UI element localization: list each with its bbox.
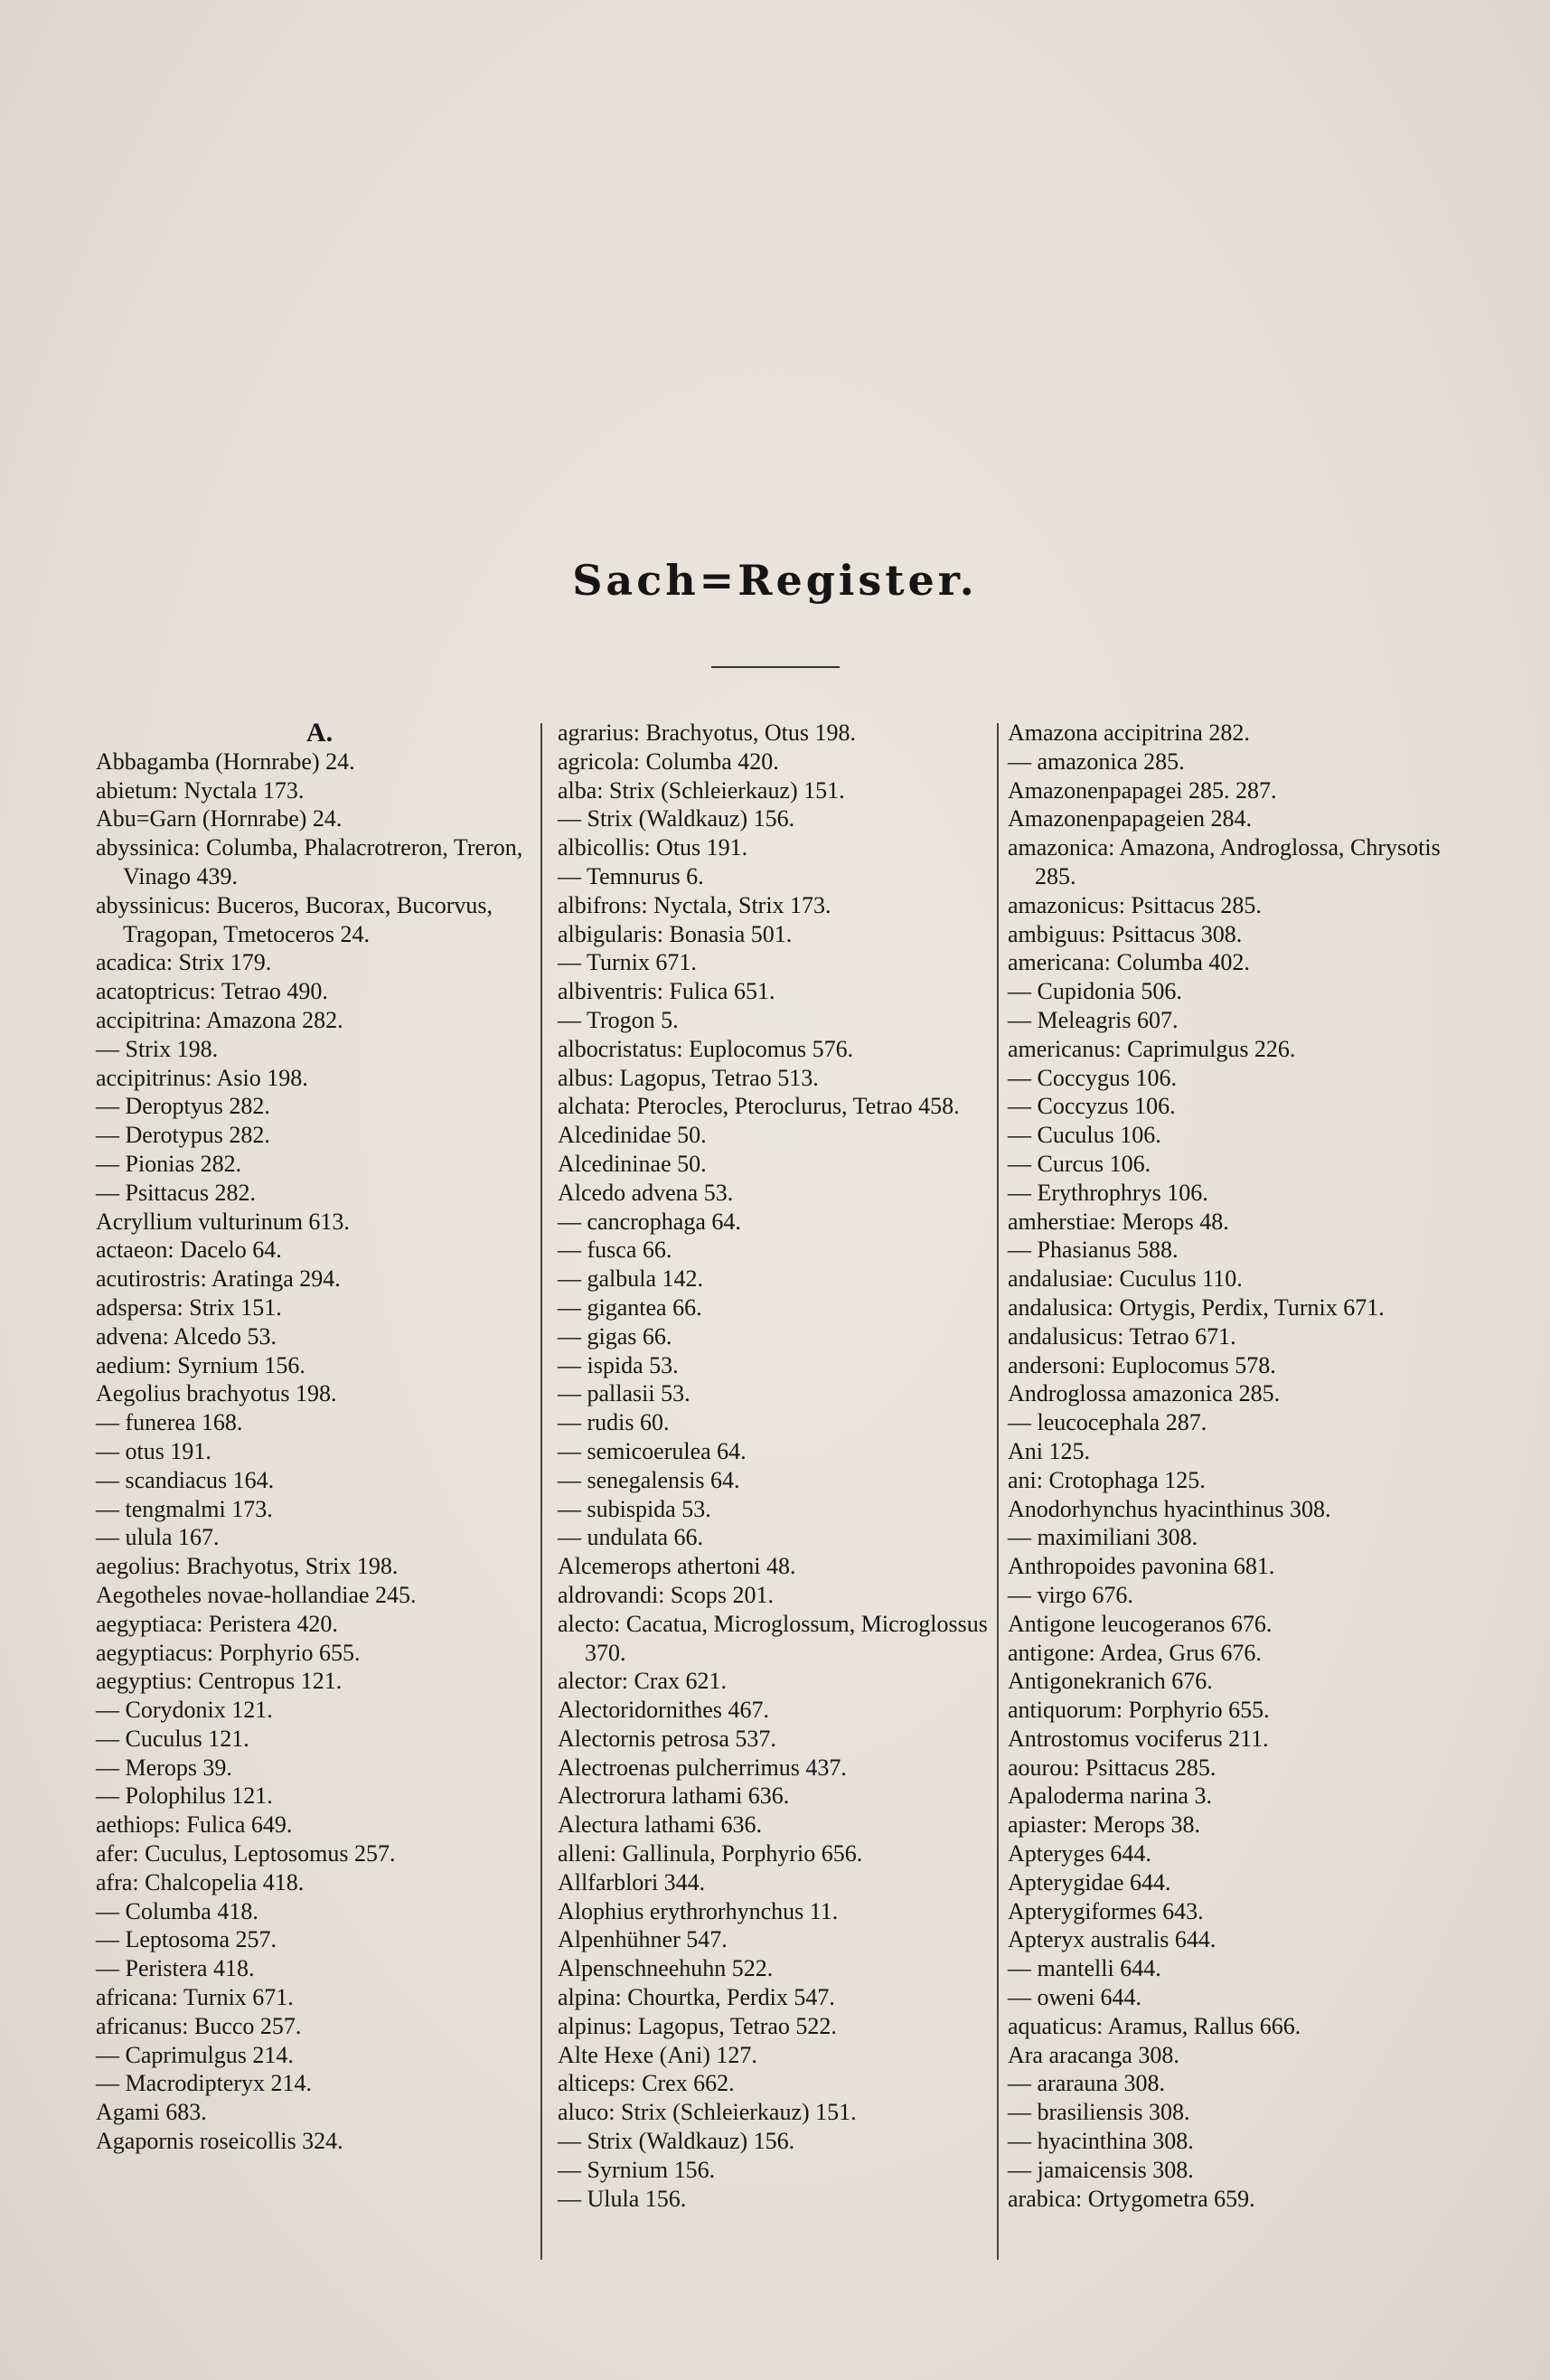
index-entry: Alcedo advena 53. — [558, 1179, 734, 1206]
index-entry: — Coccyzus 106. — [1008, 1093, 1176, 1120]
index-entry: — Merops 39. — [96, 1754, 232, 1781]
index-entry: ani: Crotophaga 125. — [1008, 1466, 1206, 1493]
index-entry: — scandiacus 164. — [96, 1466, 275, 1493]
index-entry: alector: Crax 621. — [558, 1668, 727, 1695]
index-entry: — Polophilus 121. — [96, 1783, 273, 1810]
index-entry: Agami 683. — [96, 2099, 207, 2126]
index-entry: Anodorhynchus hyacinthinus 308. — [1008, 1495, 1331, 1522]
index-entry: aegolius: Brachyotus, Strix 198. — [96, 1553, 399, 1580]
index-entry: americana: Columba 402. — [1008, 949, 1250, 976]
index-entry: aegyptiacus: Porphyrio 655. — [96, 1639, 361, 1666]
index-entry: Antrostomus vociferus 211. — [1008, 1725, 1269, 1752]
index-entry: — gigas 66. — [558, 1322, 672, 1350]
index-entry: Aegolius brachyotus 198. — [96, 1380, 337, 1407]
index-entry: acadica: Strix 179. — [96, 949, 272, 976]
index-entry: advena: Alcedo 53. — [96, 1322, 277, 1350]
index-entry: abyssinicus: Buceros, Bucorax, Bucorvus, Tragopan, Tmetoceros 24. — [96, 891, 493, 947]
index-entry: alpina: Chourtka, Perdix 547. — [558, 1984, 835, 2011]
index-entry: — Strix (Waldkauz) 156. — [558, 2128, 795, 2155]
index-entry: Ara aracanga 308. — [1008, 2041, 1179, 2068]
column-divider — [997, 723, 999, 2260]
index-entry: — Cuculus 121. — [96, 1725, 249, 1752]
index-entry: Amazonenpapageien 284. — [1008, 805, 1253, 833]
index-entry: abietum: Nyctala 173. — [96, 776, 305, 804]
index-entry: amazonica: Amazona, Androglossa, Chrysotis 285. — [1008, 834, 1441, 889]
index-entry: Acryllium vulturinum 613. — [96, 1208, 350, 1235]
index-entry: Alcedininae 50. — [558, 1150, 707, 1177]
index-entry: — Coccygus 106. — [1008, 1064, 1178, 1091]
index-entry: — subispida 53. — [558, 1495, 711, 1522]
index-entry: amherstiae: Merops 48. — [1008, 1208, 1229, 1235]
index-entry: Allfarblori 344. — [558, 1868, 706, 1896]
index-entry: — hyacinthina 308. — [1008, 2128, 1194, 2155]
index-entry: — semicoerulea 64. — [558, 1437, 747, 1464]
index-entry: — ispida 53. — [558, 1351, 679, 1378]
index-entry: — ararauna 308. — [1008, 2070, 1165, 2097]
index-entry: adspersa: Strix 151. — [96, 1293, 282, 1321]
index-entry: aedium: Syrnium 156. — [96, 1351, 305, 1378]
index-entry: — brasiliensis 308. — [1008, 2099, 1190, 2126]
index-entry: — Turnix 671. — [558, 949, 697, 976]
index-entry: africanus: Bucco 257. — [96, 2012, 302, 2039]
index-entry: — Strix 198. — [96, 1035, 219, 1062]
index-entry: Alophius erythrorhynchus 11. — [558, 1897, 839, 1924]
index-entry: — Corydonix 121. — [96, 1697, 273, 1724]
index-entry: — gigantea 66. — [558, 1293, 702, 1321]
index-entry: alleni: Gallinula, Porphyrio 656. — [558, 1840, 863, 1867]
index-entry: — Columba 418. — [96, 1897, 258, 1924]
index-entry: aquaticus: Aramus, Rallus 666. — [1008, 2012, 1301, 2039]
index-entry: Abbagamba (Hornrabe) 24. — [96, 748, 355, 775]
index-entry: acutirostris: Aratinga 294. — [96, 1265, 341, 1293]
index-entry: aourou: Psittacus 285. — [1008, 1754, 1217, 1781]
index-entry: albocristatus: Euplocomus 576. — [558, 1035, 854, 1062]
index-entry: Alectrorura lathami 636. — [558, 1783, 790, 1810]
index-entry: Apteryx australis 644. — [1008, 1926, 1217, 1953]
index-entry: Alectura lathami 636. — [558, 1811, 762, 1839]
index-entry: Alcemerops athertoni 48. — [558, 1553, 796, 1580]
index-entry: — mantelli 644. — [1008, 1955, 1161, 1982]
index-entry: Alpenschneehuhn 522. — [558, 1955, 774, 1982]
index-entry: ambiguus: Psittacus 308. — [1008, 920, 1243, 947]
index-entry: — Ulula 156. — [558, 2185, 687, 2212]
index-entry: albicollis: Otus 191. — [558, 834, 748, 861]
index-entry: — cancrophaga 64. — [558, 1208, 741, 1235]
index-entry: Amazona accipitrina 282. — [1008, 720, 1250, 746]
index-entry: acatoptricus: Tetrao 490. — [96, 978, 328, 1005]
index-entry: — tengmalmi 173. — [96, 1495, 273, 1522]
section-letter: A. — [305, 718, 333, 748]
index-entry: apiaster: Merops 38. — [1008, 1811, 1201, 1839]
index-entry: Antigone leucogeranos 676. — [1008, 1610, 1273, 1637]
index-entry: abyssinica: Columba, Phalacrotreron, Treron, Vinago 439. — [96, 834, 523, 889]
index-entry: — amazonica 285. — [1008, 748, 1185, 775]
index-entry: — Cupidonia 506. — [1008, 978, 1182, 1005]
index-entry: — Deroptyus 282. — [96, 1093, 270, 1120]
index-entry: alchata: Pterocles, Pteroclurus, Tetrao 458. — [558, 1093, 960, 1120]
index-entry: amazonicus: Psittacus 285. — [1008, 891, 1262, 918]
index-entry: arabica: Ortygometra 659. — [1008, 2185, 1255, 2212]
index-entry: — Pionias 282. — [96, 1150, 242, 1177]
index-entry: albigularis: Bonasia 501. — [558, 920, 793, 947]
index-entry: — Psittacus 282. — [96, 1179, 256, 1206]
index-entry: antiquorum: Porphyrio 655. — [1008, 1697, 1270, 1724]
index-entry: Amazonenpapagei 285. 287. — [1008, 776, 1277, 804]
index-entry: — oweni 644. — [1008, 1984, 1142, 2011]
index-entry: Alectroenas pulcherrimus 437. — [558, 1754, 847, 1781]
index-entry: accipitrina: Amazona 282. — [96, 1006, 343, 1033]
index-entry: — Macrodipteryx 214. — [96, 2070, 313, 2097]
index-entry: Androglossa amazonica 285. — [1008, 1380, 1281, 1407]
index-entry: — Meleagris 607. — [1008, 1006, 1179, 1033]
index-entry: agricola: Columba 420. — [558, 748, 779, 775]
index-entry: alba: Strix (Schleierkauz) 151. — [558, 776, 845, 804]
index-entry: aegyptius: Centropus 121. — [96, 1668, 343, 1695]
index-entry: Antigonekranich 676. — [1008, 1668, 1213, 1695]
index-entry: — pallasii 53. — [558, 1380, 690, 1407]
index-entry: — funerea 168. — [96, 1409, 243, 1436]
index-entry: Alectoridornithes 467. — [558, 1697, 769, 1724]
index-entry: Alcedinidae 50. — [558, 1122, 707, 1149]
index-entry: alpinus: Lagopus, Tetrao 522. — [558, 2012, 837, 2039]
index-entry: Alte Hexe (Ani) 127. — [558, 2041, 757, 2068]
index-entry: Apterygidae 644. — [1008, 1868, 1171, 1896]
index-entry: — Erythrophrys 106. — [1008, 1179, 1208, 1206]
index-entry: — otus 191. — [96, 1437, 211, 1464]
index-entry: — Strix (Waldkauz) 156. — [558, 805, 795, 833]
index-entry: Ani 125. — [1008, 1437, 1090, 1464]
index-entry: Abu=Garn (Hornrabe) 24. — [96, 805, 343, 833]
index-entry: aethiops: Fulica 649. — [96, 1811, 293, 1839]
title-divider — [711, 666, 840, 668]
index-entry: aegyptiaca: Peristera 420. — [96, 1610, 338, 1637]
index-entry: Aegotheles novae-hollandiae 245. — [96, 1581, 417, 1608]
index-column-1 — [96, 719, 543, 2273]
index-entry: agrarius: Brachyotus, Otus 198. — [558, 720, 857, 746]
page-title: Sach=Register. — [572, 556, 978, 605]
index-entry: — Derotypus 282. — [96, 1122, 270, 1149]
index-entry: — Peristera 418. — [96, 1955, 255, 1982]
index-entry: Alpenhühner 547. — [558, 1926, 728, 1953]
index-entry: alecto: Cacatua, Microglossum, Microglossus 370. — [558, 1610, 988, 1666]
index-entry: — Cuculus 106. — [1008, 1122, 1161, 1149]
index-entry: — virgo 676. — [1008, 1581, 1133, 1608]
index-entry: — Phasianus 588. — [1008, 1237, 1179, 1264]
index-entry: — Syrnium 156. — [558, 2156, 716, 2183]
index-entry: americanus: Caprimulgus 226. — [1008, 1035, 1296, 1062]
index-entry: albifrons: Nyctala, Strix 173. — [558, 891, 831, 918]
index-entry: albus: Lagopus, Tetrao 513. — [558, 1064, 819, 1091]
index-entry: — Temnurus 6. — [558, 862, 704, 889]
index-entry: — fusca 66. — [558, 1237, 672, 1264]
index-entry: andersoni: Euplocomus 578. — [1008, 1351, 1276, 1378]
index-entry: antigone: Ardea, Grus 676. — [1008, 1639, 1262, 1666]
index-entry: — galbula 142. — [558, 1265, 704, 1293]
index-entry: andalusica: Ortygis, Perdix, Turnix 671. — [1008, 1293, 1385, 1321]
index-entry: — leucocephala 287. — [1008, 1409, 1207, 1436]
index-entry: Apteryges 644. — [1008, 1840, 1151, 1867]
index-entry: Agapornis roseicollis 324. — [96, 2128, 343, 2155]
index-column-3 — [1008, 719, 1455, 2273]
index-entry: afer: Cuculus, Leptosomus 257. — [96, 1840, 396, 1867]
index-entry: africana: Turnix 671. — [96, 1984, 294, 2011]
index-entry: — Leptosoma 257. — [96, 1926, 277, 1953]
index-entry: — jamaicensis 308. — [1008, 2156, 1194, 2183]
index-entry: — senegalensis 64. — [558, 1466, 740, 1493]
index-entry: alticeps: Crex 662. — [558, 2070, 735, 2097]
index-entry: andalusicus: Tetrao 671. — [1008, 1322, 1236, 1350]
index-entry: — Curcus 106. — [1008, 1150, 1151, 1177]
index-entry: Anthropoides pavonina 681. — [1008, 1553, 1275, 1580]
index-entry: aluco: Strix (Schleierkauz) 151. — [558, 2099, 857, 2126]
index-entry: actaeon: Dacelo 64. — [96, 1237, 282, 1264]
index-entry: — Trogon 5. — [558, 1006, 679, 1033]
index-entry: — maximiliani 308. — [1008, 1524, 1198, 1551]
index-entry: Alectornis petrosa 537. — [558, 1725, 776, 1752]
index-entry: Apaloderma narina 3. — [1008, 1783, 1212, 1810]
index-entry: — rudis 60. — [558, 1409, 670, 1436]
index-entry: afra: Chalcopelia 418. — [96, 1868, 305, 1896]
index-entry: — undulata 66. — [558, 1524, 704, 1551]
index-entry: — Caprimulgus 214. — [96, 2041, 294, 2068]
index-entry: accipitrinus: Asio 198. — [96, 1064, 308, 1091]
index-entry: andalusiae: Cuculus 110. — [1008, 1265, 1243, 1293]
index-entry: albiventris: Fulica 651. — [558, 978, 775, 1005]
index-column-2 — [558, 719, 1005, 2273]
index-entry: — ulula 167. — [96, 1524, 220, 1551]
index-entry: Apterygiformes 643. — [1008, 1897, 1204, 1924]
index-entry: aldrovandi: Scops 201. — [558, 1581, 775, 1608]
column-divider — [540, 723, 542, 2260]
